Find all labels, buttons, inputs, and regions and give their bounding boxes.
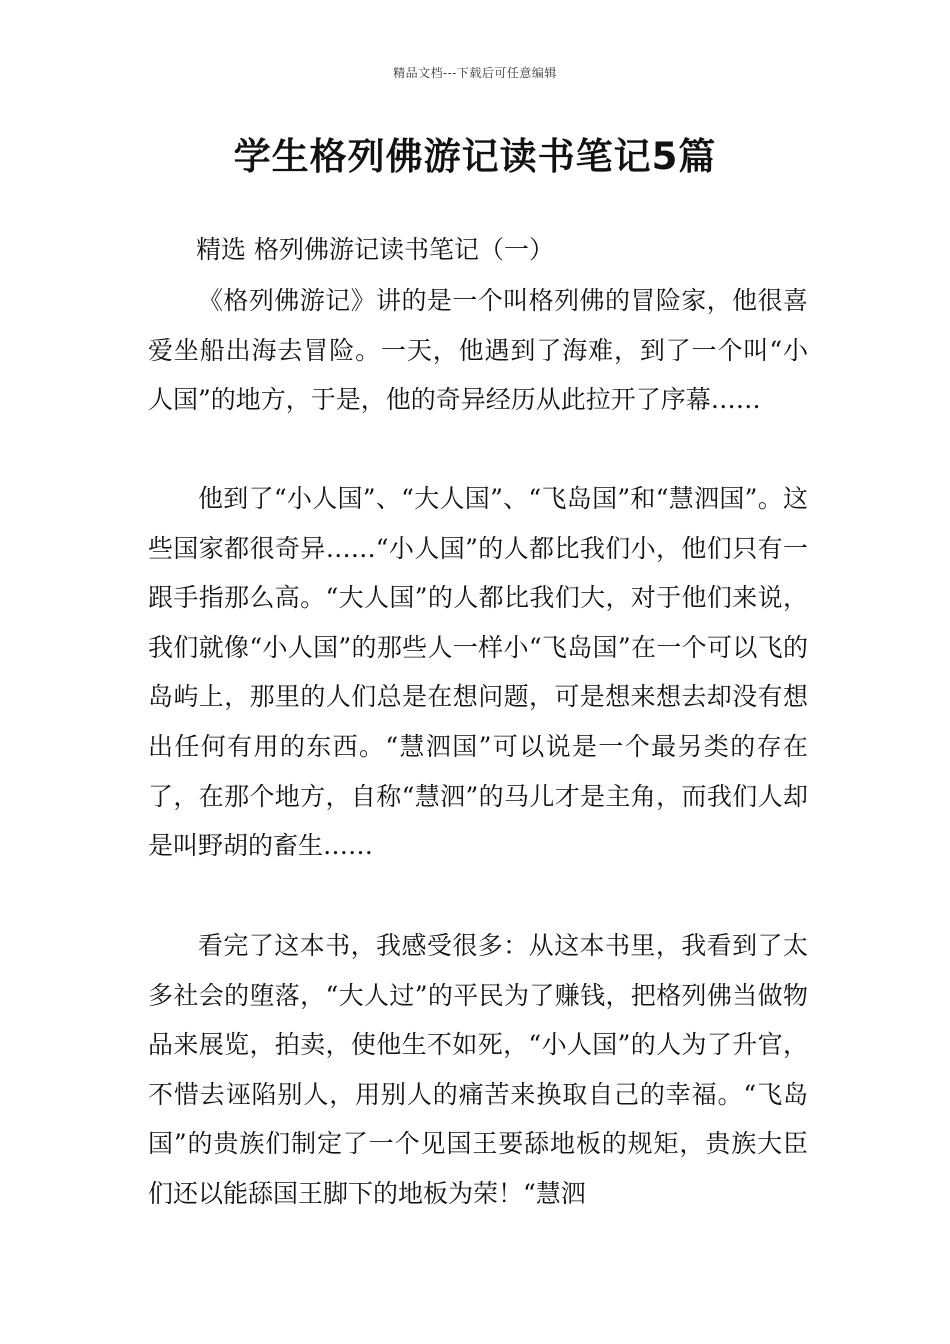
section-heading: 精选 格列佛游记读书笔记（一） (196, 235, 554, 264)
paragraph-2 (148, 474, 808, 871)
document-title: 学生格列佛游记读书笔记5篇 (233, 135, 717, 178)
paragraph-text: 他到了“小人国”、“大人国”、“飞岛国”和“慧泗国”。这些国家都很奇异……“小人国”的人都比我们小，他们只有一跟手指那么高。“大人国”的人都比我们大，对于他们来说，我们就像“小人国”的那些人一样小“飞岛国”在一个可以飞的岛屿上，那里的人们总是在想问题，可是想来想去却没有想出任何有用的东西。“慧泗国”可以说是一个最另类的存在了，在那个地方，自称“慧泗”的马儿才是主角，而我们人却是叫野胡的畜生…… (148, 484, 808, 861)
header-note: 精品文档---下载后可任意编辑 (393, 66, 557, 80)
paragraph-text: 看完了这本书，我感受很多：从这本书里，我看到了太多社会的堕落，“大人过”的平民为了赚钱，把格列佛当做物品来展览，拍卖，使他生不如死，“小人国”的人为了升官，不惜去诬陷别人，用别人的痛苦来换取自己的幸福。“飞岛国”的贵族们制定了一个见国王要舔地板的规矩，贵族大臣们还以能舔国王脚下的地板为荣！“慧泗 (148, 931, 808, 1208)
paragraph-1 (148, 276, 808, 425)
paragraph-text: 《格列佛游记》讲的是一个叫格列佛的冒险家，他很喜爱坐船出海去冒险。一天，他遇到了海难，到了一个叫“小人国”的地方，于是，他的奇异经历从此拉开了序幕…… (148, 286, 808, 415)
paragraph-3 (148, 921, 808, 1219)
